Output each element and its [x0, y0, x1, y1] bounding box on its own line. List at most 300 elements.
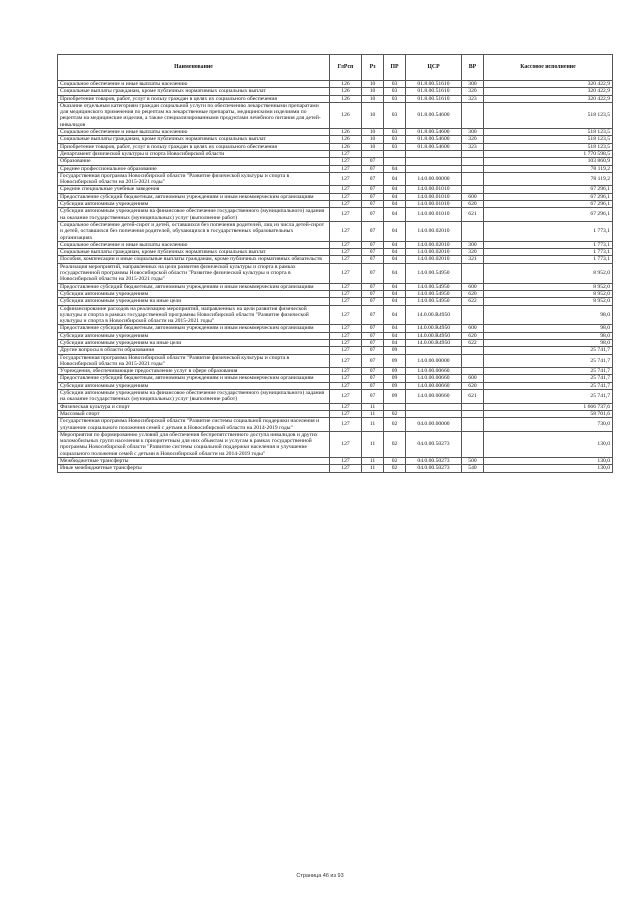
cell-rz: 11	[362, 465, 384, 472]
cell-rz: 07	[362, 186, 384, 193]
cell-pr: 04	[384, 193, 406, 200]
cell-amount: 518 123,5	[484, 136, 613, 143]
cell-rz: 10	[362, 143, 384, 150]
cell-rz: 07	[362, 158, 384, 165]
cell-rz: 10	[362, 95, 384, 102]
cell-pr: 09	[384, 382, 406, 389]
cell-csr: 14.0.00.54950	[406, 298, 462, 305]
cell-rz: 07	[362, 325, 384, 332]
cell-name: Предоставление субсидий бюджетным, автономным учреждениям и иным некоммерческим организациям	[58, 325, 330, 332]
cell-rz: 07	[362, 221, 384, 241]
cell-name: Учреждения, обеспечивающие предоставление услуг в сфере образования	[58, 368, 330, 375]
cell-rz: 10	[362, 102, 384, 128]
table-row	[58, 165, 613, 172]
cell-csr: 14.0.00.02010	[406, 249, 462, 256]
cell-csr: 14.0.00.00660	[406, 382, 462, 389]
table-row	[58, 129, 613, 136]
cell-csr: 14.0.00.R4950	[406, 332, 462, 339]
cell-csr: 01.8.00.51610	[406, 95, 462, 102]
cell-name: Межбюджетные трансферты	[58, 458, 330, 465]
cell-name: Пособия, компенсации и иные социальные выплаты гражданам, кроме публичных нормативных обязательств	[58, 256, 330, 263]
cell-pr: 04	[384, 172, 406, 186]
cell-name: Реализация мероприятий, направленных на цели развития физической культуры и спорта в рамках государственной программы Новосибирской области "Развитие физической культуры и спорта в Новосибирской области на 2015-2021 годы"	[58, 263, 330, 283]
cell-pr: 03	[384, 136, 406, 143]
table-row	[58, 382, 613, 389]
cell-vr: 621	[462, 390, 484, 404]
cell-rz: 07	[362, 382, 384, 389]
cell-pr: 03	[384, 81, 406, 88]
cell-name: Массовый спорт	[58, 410, 330, 417]
cell-vr: 540	[462, 465, 484, 472]
cell-name: Социальное обеспечение и иные выплаты населению	[58, 129, 330, 136]
cell-amount: 518 123,5	[484, 102, 613, 128]
table-row	[58, 403, 613, 410]
cell-csr: 14.0.00.01010	[406, 193, 462, 200]
cell-vr	[462, 102, 484, 128]
cell-csr: 04.0.00.00000	[406, 418, 462, 432]
cell-csr: 14.0.00.54950	[406, 290, 462, 297]
table-row	[58, 256, 613, 263]
cell-glrsp: 127	[330, 298, 362, 305]
table-row	[58, 95, 613, 102]
cell-vr: 320	[462, 88, 484, 95]
cell-amount: 25 741,7	[484, 375, 613, 382]
cell-name: Субсидии автономным учреждениям на финансовое обеспечение государственного (муниципального) задания на оказание государственных (муниципальных) услуг (выполнение работ)	[58, 208, 330, 222]
cell-vr: 620	[462, 290, 484, 297]
cell-glrsp: 127	[330, 290, 362, 297]
table-row	[58, 368, 613, 375]
cell-csr: 14.0.00.01010	[406, 201, 462, 208]
cell-glrsp: 127	[330, 368, 362, 375]
col-header-glrsp: ГлРсп	[330, 55, 362, 81]
cell-name: Субсидии автономным учреждениям	[58, 290, 330, 297]
cell-name: Субсидии автономным учреждениям на иные цели	[58, 298, 330, 305]
cell-rz: 07	[362, 249, 384, 256]
cell-amount: 78 119,2	[484, 165, 613, 172]
cell-pr: 09	[384, 354, 406, 368]
cell-rz: 07	[362, 201, 384, 208]
cell-glrsp: 127	[330, 221, 362, 241]
cell-csr: 14.0.00.R4950	[406, 339, 462, 346]
cell-name: Субсидии автономным учреждениям	[58, 332, 330, 339]
cell-csr: 14.0.00.00000	[406, 172, 462, 186]
cell-name: Софинансирование расходов на реализацию мероприятий, направленных на цели развития физической культуры и спорта в рамках государственной программы Новосибирской области "Развитие физической культуры и спорта в Новосибирской области на 2015-2021 годы"	[58, 305, 330, 325]
cell-csr: 14.0.00.01010	[406, 208, 462, 222]
cell-pr: 04	[384, 339, 406, 346]
cell-vr	[462, 347, 484, 354]
cell-csr: 14.0.00.R4950	[406, 325, 462, 332]
table-row	[58, 88, 613, 95]
table-row	[58, 465, 613, 472]
cell-rz: 07	[362, 305, 384, 325]
cell-pr: 04	[384, 186, 406, 193]
cell-vr	[462, 150, 484, 157]
cell-rz: 11	[362, 431, 384, 457]
cell-glrsp: 126	[330, 129, 362, 136]
cell-glrsp: 127	[330, 158, 362, 165]
cell-vr: 321	[462, 256, 484, 263]
table-row	[58, 201, 613, 208]
cell-csr: 14.0.00.00660	[406, 375, 462, 382]
cell-amount: 1 773,1	[484, 241, 613, 248]
cell-pr: 02	[384, 431, 406, 457]
cell-name: Субсидии автономным учреждениям на иные цели	[58, 339, 330, 346]
cell-glrsp: 127	[330, 418, 362, 432]
cell-glrsp: 127	[330, 150, 362, 157]
page-number: Страница 46 из 93	[296, 873, 344, 879]
cell-pr: 04	[384, 208, 406, 222]
table-row	[58, 305, 613, 325]
table-row	[58, 186, 613, 193]
cell-vr: 320	[462, 136, 484, 143]
table-row	[58, 325, 613, 332]
table-row	[58, 143, 613, 150]
cell-glrsp: 127	[330, 465, 362, 472]
cell-amount: 58 701,6	[484, 410, 613, 417]
cell-pr: 04	[384, 165, 406, 172]
cell-glrsp: 127	[330, 390, 362, 404]
cell-vr	[462, 354, 484, 368]
cell-vr: 622	[462, 298, 484, 305]
table-row	[58, 431, 613, 457]
cell-rz: 10	[362, 81, 384, 88]
cell-amount: 320 422,9	[484, 88, 613, 95]
cell-glrsp: 127	[330, 347, 362, 354]
cell-name: Департамент физической культуры и спорта Новосибирской области	[58, 150, 330, 157]
cell-csr	[406, 165, 462, 172]
cell-glrsp: 126	[330, 95, 362, 102]
cell-csr: 04.0.00.50273	[406, 431, 462, 457]
table-row	[58, 354, 613, 368]
col-header-rz: Рз	[362, 55, 384, 81]
cell-rz: 07	[362, 172, 384, 186]
cell-vr	[462, 368, 484, 375]
cell-amount: 320 422,9	[484, 81, 613, 88]
cell-glrsp: 127	[330, 201, 362, 208]
cell-amount: 103 860,9	[484, 158, 613, 165]
col-header-pr: ПР	[384, 55, 406, 81]
cell-csr: 14.0.00.02010	[406, 221, 462, 241]
cell-amount: 98,0	[484, 325, 613, 332]
cell-name: Социальное обеспечение и иные выплаты населению	[58, 81, 330, 88]
cell-name: Среднее профессиональное образование	[58, 165, 330, 172]
cell-amount: 78 119,2	[484, 172, 613, 186]
cell-glrsp: 127	[330, 332, 362, 339]
cell-name: Оказание отдельным категориям граждан социальной услуги по обеспечению лекарственными препаратами для медицинского применения по рецептам на лекарственные препараты, медицинскими изделиями по рецептам на медицинские изделия, а также специализированными продуктами лечебного питания для детей-инвалидов	[58, 102, 330, 128]
cell-glrsp: 127	[330, 410, 362, 417]
cell-glrsp: 127	[330, 208, 362, 222]
cell-csr: 14.0.00.00000	[406, 354, 462, 368]
cell-vr	[462, 186, 484, 193]
cell-pr: 03	[384, 95, 406, 102]
cell-pr: 04	[384, 325, 406, 332]
cell-rz: 07	[362, 283, 384, 290]
cell-pr: 02	[384, 410, 406, 417]
cell-glrsp: 127	[330, 339, 362, 346]
cell-amount: 67 296,1	[484, 186, 613, 193]
cell-pr: 04	[384, 241, 406, 248]
col-header-vr: ВР	[462, 55, 484, 81]
cell-csr: 14.0.00.R4950	[406, 305, 462, 325]
cell-vr	[462, 410, 484, 417]
table-row	[58, 418, 613, 432]
cell-amount: 1 666 737,6	[484, 403, 613, 410]
cell-glrsp: 126	[330, 88, 362, 95]
cell-name: Мероприятия по формированию условий для обеспечения беспрепятственного доступа инвалидов и других маломобильных групп населения к приоритетным для них объектам и услугам в рамках государственной программы Новосибирской области "Развитие системы социальной поддержки населения и улучшение социального положения семей с детьми в Новосибирской области на 2014-2019 годы"	[58, 431, 330, 457]
table-row	[58, 375, 613, 382]
table-row	[58, 208, 613, 222]
cell-vr: 621	[462, 208, 484, 222]
cell-glrsp: 127	[330, 375, 362, 382]
cell-amount: 98,0	[484, 332, 613, 339]
cell-amount: 25 741,7	[484, 368, 613, 375]
cell-rz: 11	[362, 410, 384, 417]
table-row	[58, 410, 613, 417]
cell-amount: 25 741,7	[484, 347, 613, 354]
cell-pr: 09	[384, 390, 406, 404]
cell-glrsp: 127	[330, 382, 362, 389]
cell-amount: 518 123,5	[484, 129, 613, 136]
cell-pr: 04	[384, 263, 406, 283]
cell-amount: 98,0	[484, 339, 613, 346]
table-row	[58, 332, 613, 339]
cell-glrsp: 127	[330, 165, 362, 172]
cell-vr	[462, 158, 484, 165]
budget-table	[57, 54, 613, 473]
cell-vr: 320	[462, 249, 484, 256]
cell-amount: 67 296,1	[484, 208, 613, 222]
cell-amount: 1 770 598,5	[484, 150, 613, 157]
cell-name: Физическая культура и спорт	[58, 403, 330, 410]
cell-rz: 10	[362, 129, 384, 136]
cell-csr	[406, 158, 462, 165]
cell-amount: 98,0	[484, 305, 613, 325]
cell-glrsp: 127	[330, 325, 362, 332]
cell-amount: 1 773,1	[484, 256, 613, 263]
table-row	[58, 193, 613, 200]
cell-csr: 01.8.00.54600	[406, 129, 462, 136]
cell-rz: 10	[362, 88, 384, 95]
cell-csr	[406, 410, 462, 417]
cell-amount: 130,0	[484, 458, 613, 465]
col-header-name: Наименование	[58, 55, 330, 81]
budget-table-page	[57, 54, 612, 473]
cell-amount: 320 422,9	[484, 95, 613, 102]
cell-glrsp: 127	[330, 283, 362, 290]
table-row	[58, 390, 613, 404]
cell-csr: 14.0.00.02010	[406, 241, 462, 248]
col-header-amount: Кассовое исполнение	[484, 55, 613, 81]
cell-vr: 300	[462, 129, 484, 136]
cell-pr	[384, 150, 406, 157]
cell-pr: 09	[384, 368, 406, 375]
cell-glrsp: 127	[330, 458, 362, 465]
cell-amount: 8 952,0	[484, 283, 613, 290]
cell-pr: 04	[384, 290, 406, 297]
table-row	[58, 249, 613, 256]
cell-glrsp: 127	[330, 186, 362, 193]
cell-vr	[462, 431, 484, 457]
cell-rz	[362, 150, 384, 157]
cell-vr: 300	[462, 81, 484, 88]
cell-glrsp: 127	[330, 193, 362, 200]
table-row	[58, 298, 613, 305]
cell-amount: 67 296,1	[484, 193, 613, 200]
cell-glrsp: 126	[330, 102, 362, 128]
cell-vr: 600	[462, 325, 484, 332]
cell-name: Социальные выплаты гражданам, кроме публичных нормативных социальных выплат	[58, 136, 330, 143]
cell-name: Образование	[58, 158, 330, 165]
cell-pr: 04	[384, 201, 406, 208]
table-row	[58, 241, 613, 248]
cell-rz: 07	[362, 263, 384, 283]
cell-name: Социальное обеспечение и иные выплаты населению	[58, 241, 330, 248]
cell-amount: 130,0	[484, 465, 613, 472]
cell-csr: 04.0.00.50273	[406, 458, 462, 465]
cell-rz: 10	[362, 136, 384, 143]
cell-pr: 02	[384, 465, 406, 472]
cell-pr: 03	[384, 129, 406, 136]
cell-pr: 03	[384, 143, 406, 150]
cell-csr: 01.8.00.54600	[406, 136, 462, 143]
cell-name: Субсидии автономным учреждениям	[58, 382, 330, 389]
cell-rz: 07	[362, 193, 384, 200]
cell-rz: 07	[362, 354, 384, 368]
cell-name: Государственная программа Новосибирской области "Развитие физической культуры и спорта в Новосибирской области на 2015-2021 годы"	[58, 172, 330, 186]
cell-rz: 11	[362, 403, 384, 410]
cell-vr: 600	[462, 375, 484, 382]
cell-glrsp: 127	[330, 172, 362, 186]
cell-amount: 25 741,7	[484, 382, 613, 389]
col-header-csr: ЦСР	[406, 55, 462, 81]
cell-name: Субсидии автономным учреждениям	[58, 201, 330, 208]
cell-vr	[462, 221, 484, 241]
cell-vr	[462, 305, 484, 325]
cell-name: Предоставление субсидий бюджетным, автономным учреждениям и иным некоммерческим организациям	[58, 283, 330, 290]
cell-vr	[462, 165, 484, 172]
cell-rz: 07	[362, 347, 384, 354]
cell-csr	[406, 347, 462, 354]
cell-glrsp: 127	[330, 354, 362, 368]
cell-vr: 323	[462, 95, 484, 102]
table-header-row	[58, 55, 613, 81]
cell-vr: 600	[462, 283, 484, 290]
cell-vr: 323	[462, 143, 484, 150]
cell-rz: 07	[362, 290, 384, 297]
cell-rz: 07	[362, 165, 384, 172]
cell-pr: 04	[384, 305, 406, 325]
cell-vr: 622	[462, 339, 484, 346]
cell-amount: 730,0	[484, 418, 613, 432]
table-row	[58, 221, 613, 241]
cell-glrsp: 126	[330, 81, 362, 88]
cell-amount: 518 123,5	[484, 143, 613, 150]
cell-csr: 14.0.00.54950	[406, 283, 462, 290]
cell-name: Приобретение товаров, работ, услуг в пользу граждан в целях их социального обеспечения	[58, 95, 330, 102]
cell-rz: 07	[362, 339, 384, 346]
cell-pr: 09	[384, 375, 406, 382]
cell-name: Субсидии автономным учреждениям на финансовое обеспечение государственного (муниципального) задания на оказание государственных (муниципальных) услуг (выполнение работ)	[58, 390, 330, 404]
cell-pr: 04	[384, 221, 406, 241]
cell-rz: 11	[362, 418, 384, 432]
cell-glrsp: 126	[330, 143, 362, 150]
cell-pr: 04	[384, 298, 406, 305]
table-row	[58, 290, 613, 297]
cell-vr	[462, 172, 484, 186]
cell-pr: 03	[384, 88, 406, 95]
table-row	[58, 263, 613, 283]
table-row	[58, 150, 613, 157]
cell-csr: 14.0.00.00660	[406, 368, 462, 375]
cell-csr: 14.0.00.01010	[406, 186, 462, 193]
cell-amount: 67 296,1	[484, 201, 613, 208]
cell-pr: 04	[384, 256, 406, 263]
cell-csr	[406, 403, 462, 410]
cell-pr: 09	[384, 347, 406, 354]
cell-rz: 11	[362, 458, 384, 465]
cell-glrsp: 127	[330, 305, 362, 325]
cell-amount: 8 952,0	[484, 263, 613, 283]
cell-csr: 04.0.00.50273	[406, 465, 462, 472]
cell-name: Приобретение товаров, работ, услуг в пользу граждан в целях их социального обеспечения	[58, 143, 330, 150]
cell-csr: 14.0.00.02010	[406, 256, 462, 263]
table-row	[58, 283, 613, 290]
table-row	[58, 347, 613, 354]
cell-vr: 600	[462, 193, 484, 200]
cell-glrsp: 127	[330, 263, 362, 283]
cell-name: Социальное обеспечение детей-сирот и детей, оставшихся без попечения родителей, лиц из числа детей-сирот и детей, оставшихся без попечения родителей, обучающихся в государственных образовательных организациях	[58, 221, 330, 241]
cell-vr: 620	[462, 332, 484, 339]
cell-vr	[462, 403, 484, 410]
table-row	[58, 102, 613, 128]
table-row	[58, 158, 613, 165]
cell-rz: 07	[362, 390, 384, 404]
cell-amount: 130,0	[484, 431, 613, 457]
cell-glrsp: 127	[330, 249, 362, 256]
cell-rz: 07	[362, 375, 384, 382]
cell-name: Предоставление субсидий бюджетным, автономным учреждениям и иным некоммерческим организациям	[58, 375, 330, 382]
cell-vr: 300	[462, 241, 484, 248]
cell-name: Социальные выплаты гражданам, кроме публичных нормативных социальных выплат	[58, 88, 330, 95]
cell-vr: 500	[462, 458, 484, 465]
cell-csr: 01.8.00.51610	[406, 81, 462, 88]
cell-rz: 07	[362, 256, 384, 263]
cell-amount: 8 952,0	[484, 290, 613, 297]
cell-glrsp: 127	[330, 403, 362, 410]
cell-name: Социальные выплаты гражданам, кроме публичных нормативных социальных выплат	[58, 249, 330, 256]
cell-vr: 620	[462, 201, 484, 208]
cell-vr	[462, 263, 484, 283]
cell-pr	[384, 158, 406, 165]
cell-amount: 25 741,7	[484, 390, 613, 404]
cell-csr	[406, 150, 462, 157]
table-row	[58, 136, 613, 143]
table-row	[58, 458, 613, 465]
cell-glrsp: 127	[330, 256, 362, 263]
table-body	[58, 81, 613, 473]
cell-glrsp: 126	[330, 136, 362, 143]
cell-name: Иные межбюджетные трансферты	[58, 465, 330, 472]
cell-rz: 07	[362, 332, 384, 339]
cell-pr	[384, 403, 406, 410]
cell-pr: 04	[384, 283, 406, 290]
cell-pr: 03	[384, 102, 406, 128]
cell-vr	[462, 418, 484, 432]
cell-rz: 07	[362, 241, 384, 248]
table-row	[58, 172, 613, 186]
cell-pr: 02	[384, 418, 406, 432]
table-row	[58, 339, 613, 346]
